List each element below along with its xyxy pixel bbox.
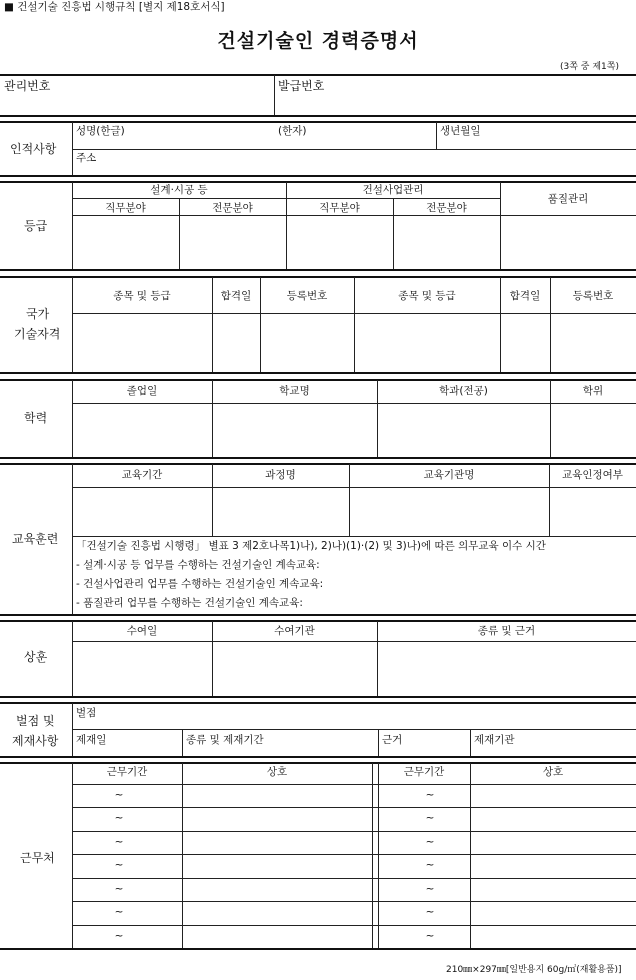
award-label: 상훈 [24, 650, 48, 664]
penalty-kind-period: 종류 및 제재기간 [186, 734, 264, 746]
name-chinese-label: (한자) [278, 125, 307, 137]
education-school: 학교명 [279, 385, 310, 397]
name-korean-label: 성명(한글) [76, 125, 125, 137]
grade-duty-2: 직무분야 [319, 202, 360, 214]
training-course: 과정명 [265, 469, 296, 481]
grade-design: 설계·시공 등 [150, 184, 208, 196]
grade-specialty-1: 전문분야 [212, 202, 253, 214]
penalty-sanction-date: 제재일 [76, 734, 107, 746]
work-company-2: 상호 [542, 766, 564, 778]
address-label: 주소 [76, 152, 97, 164]
penalty-label-2: 제재사항 [12, 734, 59, 748]
work-tilde-right-3: ~ [425, 836, 435, 848]
work-tilde-left-3: ~ [114, 836, 124, 848]
award-kind: 종류 및 근거 [477, 625, 536, 637]
work-tilde-right-2: ~ [425, 812, 435, 824]
education-label: 학력 [24, 411, 48, 425]
work-company-1: 상호 [266, 766, 288, 778]
grade-specialty-2: 전문분야 [426, 202, 467, 214]
training-label: 교육훈련 [12, 532, 59, 546]
education-grad-date: 졸업일 [126, 385, 158, 397]
penalty-agency: 제재기관 [474, 734, 515, 746]
work-label: 근무처 [20, 851, 55, 865]
admin-no-label: 관리번호 [4, 79, 51, 93]
national-pass-2: 합격일 [509, 290, 541, 302]
training-period: 교육기간 [121, 469, 163, 481]
training-line-3: - 품질관리 업무를 수행하는 건설기술인 계속교육: [76, 597, 303, 609]
award-date: 수여일 [126, 625, 158, 637]
work-period-2: 근무기간 [403, 766, 445, 778]
training-statute: 「건설기술 진흥법 시행령」 별표 3 제2호나목1)나), 2)나)(1)·(2) 및 3)나)에 따른 의무교육 이수 시간 [76, 540, 546, 552]
work-tilde-left-1: ~ [114, 789, 124, 801]
work-tilde-left-4: ~ [114, 859, 124, 871]
grade-quality: 품질관리 [547, 193, 589, 205]
education-degree: 학위 [582, 385, 604, 397]
work-tilde-right-1: ~ [425, 789, 435, 801]
national-kind-2: 종목 및 등급 [398, 290, 456, 302]
penalty-label-1: 벌점 및 [16, 714, 55, 728]
work-tilde-right-4: ~ [425, 859, 435, 871]
grade-mgmt: 건설사업관리 [362, 184, 424, 196]
training-line-2: - 건설사업관리 업무를 수행하는 건설기술인 계속교육: [76, 578, 324, 590]
work-period-1: 근무기간 [106, 766, 148, 778]
national-reg-1: 등록번호 [286, 290, 328, 302]
national-label-2: 기술자격 [14, 327, 61, 341]
work-tilde-left-6: ~ [114, 906, 124, 918]
work-tilde-left-5: ~ [114, 883, 124, 895]
work-tilde-right-6: ~ [425, 906, 435, 918]
national-kind-1: 종목 및 등급 [113, 290, 171, 302]
training-line-1: - 설계·시공 등 업무를 수행하는 건설기술인 계속교육: [76, 559, 320, 571]
work-tilde-left-7: ~ [114, 930, 124, 942]
training-institute: 교육기관명 [423, 469, 475, 481]
page-note: (3쪽 중 제1쪽) [560, 62, 619, 72]
award-agency: 수여기관 [274, 625, 315, 637]
national-pass-1: 합격일 [220, 290, 252, 302]
regulation-note: ■ 건설기술 진흥법 시행규칙 [별지 제18호서식] [4, 1, 225, 13]
penalty-basis: 근거 [382, 734, 403, 746]
training-recognized: 교육인정여부 [562, 469, 623, 481]
work-tilde-right-7: ~ [425, 930, 435, 942]
paper-spec: 210㎜×297㎜[일반용지 60g/㎡(재활용품)] [446, 965, 622, 975]
grade-label: 등급 [24, 219, 48, 233]
issue-no-label: 발급번호 [278, 79, 325, 93]
grade-duty-1: 직무분야 [105, 202, 146, 214]
penalty-points: 벌점 [76, 707, 97, 719]
education-major: 학과(전공) [439, 385, 488, 397]
page-title: 건설기술인 경력증명서 [217, 30, 419, 52]
birth-label: 생년월일 [440, 125, 481, 137]
personal-label: 인적사항 [10, 142, 57, 156]
work-tilde-left-2: ~ [114, 812, 124, 824]
work-tilde-right-5: ~ [425, 883, 435, 895]
national-reg-2: 등록번호 [572, 290, 614, 302]
national-label-1: 국가 [26, 307, 50, 321]
